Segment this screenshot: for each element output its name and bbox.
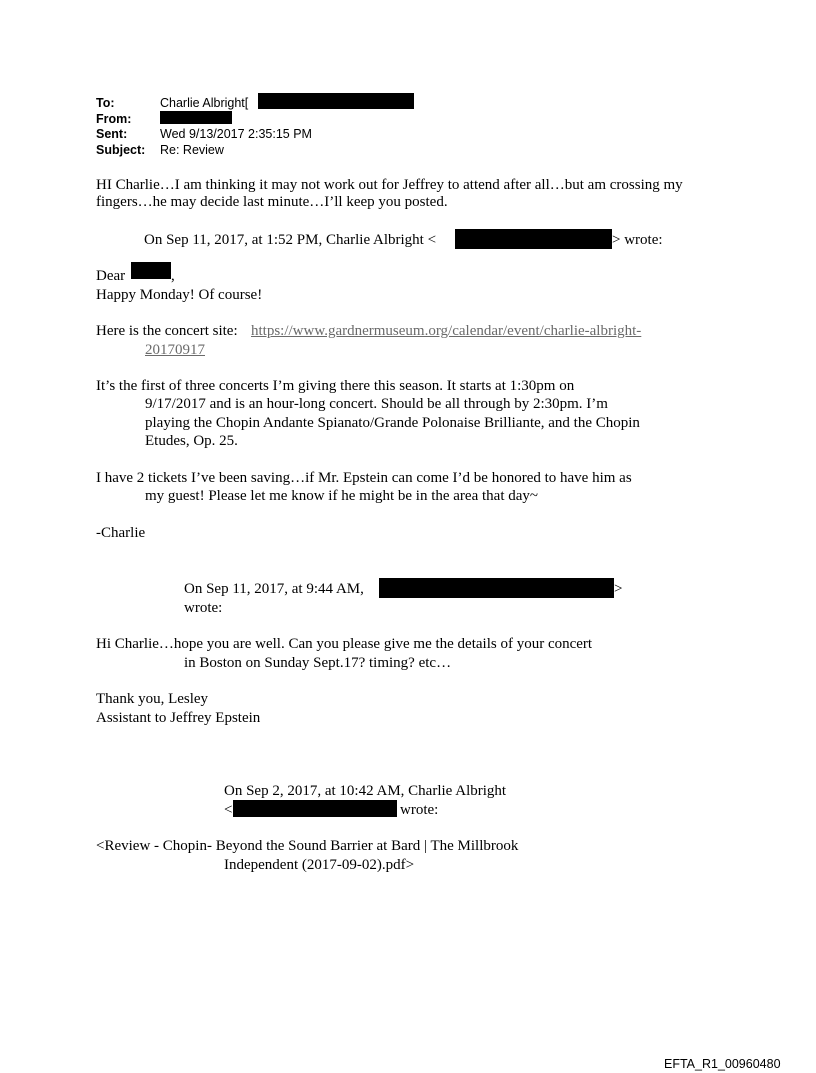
concert-link-line-2[interactable]: 20170917 — [145, 342, 205, 358]
redaction-to-email — [258, 93, 414, 109]
quote1-header-start: On Sep 11, 2017, at 1:52 PM, Charlie Albright < — [144, 232, 437, 248]
concert-details-line-1: It’s the first of three concerts I’m giving there this season. It starts at 1:30pm on — [96, 378, 575, 394]
sent-label: Sent: — [96, 127, 128, 141]
tickets-line-2: my guest! Please let me know if he might be in the area that day~ — [145, 488, 539, 504]
subject-label: Subject: — [96, 143, 146, 157]
request-line-1: Hi Charlie…hope you are well. Can you please give me the details of your concert — [96, 636, 593, 652]
signoff: -Charlie — [96, 525, 146, 541]
reply-line-2: fingers…he may decide last minute…I’ll keep you posted. — [96, 194, 448, 210]
quote3-wrote: wrote: — [400, 802, 439, 818]
concert-details-line-2: 9/17/2017 and is an hour-long concert. Should be all through by 2:30pm. I’m — [145, 396, 608, 412]
document-id: EFTA_R1_00960480 — [664, 1057, 781, 1071]
concert-details-line-4: Etudes, Op. 25. — [145, 433, 238, 449]
redaction-quote1-email — [455, 229, 612, 249]
quote1-header-end: > wrote: — [612, 232, 663, 248]
quote3-lt: < — [224, 802, 233, 818]
tickets-line-1: I have 2 tickets I’ve been saving…if Mr. Epstein can come I’d be honored to have him as — [96, 470, 632, 486]
sent-value: Wed 9/13/2017 2:35:15 PM — [160, 127, 312, 141]
concert-link-line-1[interactable]: https://www.gardnermuseum.org/calendar/event/charlie-albright- — [251, 323, 642, 339]
thanks-line: Thank you, Lesley — [96, 691, 209, 707]
quote2-gt: > — [614, 581, 623, 597]
attachment-line-2: Independent (2017-09-02).pdf> — [224, 857, 415, 873]
to-value: Charlie Albright[ — [160, 96, 249, 110]
concert-site-label: Here is the concert site: — [96, 323, 238, 339]
subject-value: Re: Review — [160, 143, 224, 157]
request-line-2: in Boston on Sunday Sept.17? timing? etc… — [184, 655, 452, 671]
salutation-comma: , — [171, 268, 175, 284]
greeting: Happy Monday! Of course! — [96, 287, 263, 303]
salutation: Dear — [96, 268, 126, 284]
redaction-quote3-email — [233, 800, 397, 817]
quote3-header-line-1: On Sep 2, 2017, at 10:42 AM, Charlie Albright — [224, 783, 507, 799]
reply-line-1: HI Charlie…I am thinking it may not work out for Jeffrey to attend after all…but am crossing my — [96, 177, 683, 193]
concert-details-line-3: playing the Chopin Andante Spianato/Grande Polonaise Brilliante, and the Chopin — [145, 415, 640, 431]
from-label: From: — [96, 112, 132, 126]
to-label: To: — [96, 96, 115, 110]
quote2-header-start: On Sep 11, 2017, at 9:44 AM, — [184, 581, 364, 597]
redaction-from-name — [160, 111, 232, 124]
assistant-line: Assistant to Jeffrey Epstein — [96, 710, 261, 726]
redaction-quote2-email — [379, 578, 614, 598]
redaction-salutation-name — [131, 262, 171, 279]
quote2-wrote: wrote: — [184, 600, 223, 616]
attachment-line-1: <Review - Chopin- Beyond the Sound Barrier at Bard | The Millbrook — [96, 838, 519, 854]
